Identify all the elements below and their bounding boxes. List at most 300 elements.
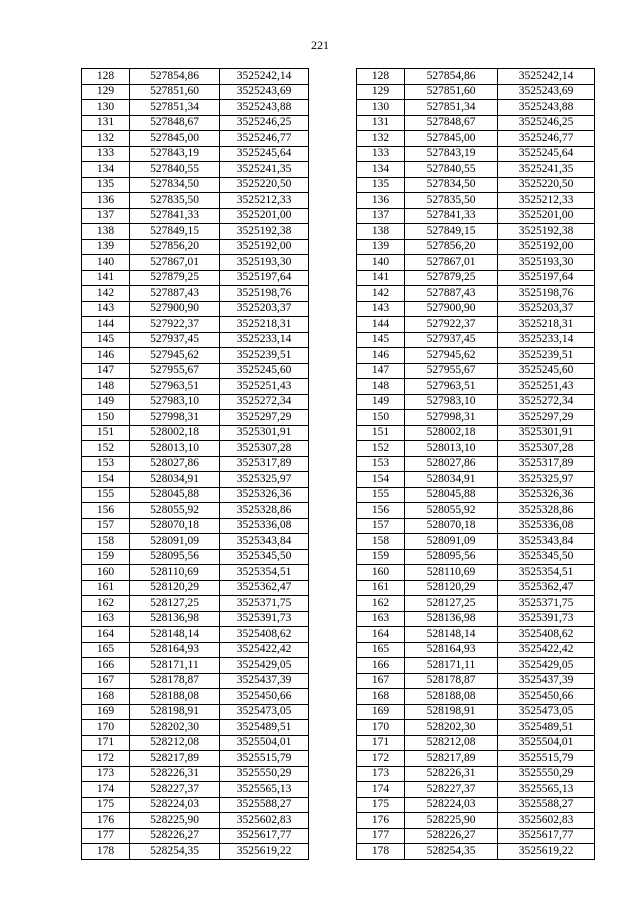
column-gap [309,69,357,85]
right-x-coordinate-cell: 528226,31 [405,766,498,782]
left-point-number-cell: 164 [82,627,130,643]
left-point-number-cell: 177 [82,828,130,844]
table-row [82,704,595,720]
left-y-coordinate-cell: 3525317,89 [220,456,309,472]
right-point-number-cell: 130 [357,100,405,116]
table-row [82,301,595,317]
left-x-coordinate-cell: 527922,37 [130,317,220,333]
right-point-number-cell: 164 [357,627,405,643]
left-point-number-cell: 132 [82,131,130,147]
left-point-number-cell: 173 [82,766,130,782]
table-row [82,239,595,255]
right-point-number-cell: 147 [357,363,405,379]
right-point-number-cell: 131 [357,115,405,131]
left-point-number-cell: 153 [82,456,130,472]
left-point-number-cell: 158 [82,534,130,550]
left-point-number-cell: 169 [82,704,130,720]
left-x-coordinate-cell: 527867,01 [130,255,220,271]
table-row [82,642,595,658]
table-row [82,193,595,209]
column-gap [309,425,357,441]
column-gap [309,84,357,100]
table-row [82,503,595,519]
column-gap [309,441,357,457]
right-y-coordinate-cell: 3525354,51 [498,565,595,581]
right-point-number-cell: 151 [357,425,405,441]
column-gap [309,782,357,798]
table-row [82,84,595,100]
table-row [82,363,595,379]
column-gap [309,813,357,829]
right-x-coordinate-cell: 528164,93 [405,642,498,658]
right-point-number-cell: 129 [357,84,405,100]
right-point-number-cell: 173 [357,766,405,782]
left-y-coordinate-cell: 3525437,39 [220,673,309,689]
table-row [82,131,595,147]
right-y-coordinate-cell: 3525326,36 [498,487,595,503]
right-y-coordinate-cell: 3525422,42 [498,642,595,658]
right-y-coordinate-cell: 3525328,86 [498,503,595,519]
left-point-number-cell: 134 [82,162,130,178]
column-gap [309,518,357,534]
right-point-number-cell: 166 [357,658,405,674]
table-row [82,487,595,503]
right-y-coordinate-cell: 3525317,89 [498,456,595,472]
table-row [82,751,595,767]
right-x-coordinate-cell: 527867,01 [405,255,498,271]
left-y-coordinate-cell: 3525243,88 [220,100,309,116]
table-row [82,332,595,348]
left-y-coordinate-cell: 3525515,79 [220,751,309,767]
table-row [82,100,595,116]
column-gap [309,317,357,333]
left-y-coordinate-cell: 3525218,31 [220,317,309,333]
column-gap [309,208,357,224]
right-point-number-cell: 128 [357,69,405,85]
right-x-coordinate-cell: 527983,10 [405,394,498,410]
left-x-coordinate-cell: 528055,92 [130,503,220,519]
left-point-number-cell: 160 [82,565,130,581]
left-x-coordinate-cell: 528225,90 [130,813,220,829]
coordinates-table [81,68,595,860]
right-x-coordinate-cell: 528224,03 [405,797,498,813]
left-x-coordinate-cell: 527845,00 [130,131,220,147]
column-gap [309,658,357,674]
column-gap [309,162,357,178]
left-x-coordinate-cell: 527841,33 [130,208,220,224]
left-x-coordinate-cell: 528217,89 [130,751,220,767]
right-x-coordinate-cell: 528013,10 [405,441,498,457]
column-gap [309,456,357,472]
table-row [82,766,595,782]
column-gap [309,146,357,162]
left-x-coordinate-cell: 528164,93 [130,642,220,658]
right-point-number-cell: 155 [357,487,405,503]
left-x-coordinate-cell: 527955,67 [130,363,220,379]
left-y-coordinate-cell: 3525602,83 [220,813,309,829]
left-y-coordinate-cell: 3525272,34 [220,394,309,410]
right-x-coordinate-cell: 528045,88 [405,487,498,503]
column-gap [309,363,357,379]
right-y-coordinate-cell: 3525233,14 [498,332,595,348]
left-point-number-cell: 174 [82,782,130,798]
left-y-coordinate-cell: 3525565,13 [220,782,309,798]
left-y-coordinate-cell: 3525198,76 [220,286,309,302]
left-x-coordinate-cell: 527851,60 [130,84,220,100]
right-x-coordinate-cell: 527856,20 [405,239,498,255]
table-row [82,115,595,131]
right-point-number-cell: 144 [357,317,405,333]
column-gap [309,379,357,395]
table-row [82,425,595,441]
table-row [82,348,595,364]
left-x-coordinate-cell: 528034,91 [130,472,220,488]
column-gap [309,239,357,255]
left-y-coordinate-cell: 3525343,84 [220,534,309,550]
left-x-coordinate-cell: 527937,45 [130,332,220,348]
column-gap [309,255,357,271]
right-x-coordinate-cell: 528034,91 [405,472,498,488]
right-point-number-cell: 156 [357,503,405,519]
right-x-coordinate-cell: 527955,67 [405,363,498,379]
left-y-coordinate-cell: 3525245,64 [220,146,309,162]
left-x-coordinate-cell: 527848,67 [130,115,220,131]
right-y-coordinate-cell: 3525193,30 [498,255,595,271]
left-y-coordinate-cell: 3525362,47 [220,580,309,596]
column-gap [309,797,357,813]
right-y-coordinate-cell: 3525362,47 [498,580,595,596]
right-point-number-cell: 158 [357,534,405,550]
column-gap [309,534,357,550]
column-gap [309,549,357,565]
right-point-number-cell: 146 [357,348,405,364]
left-y-coordinate-cell: 3525197,64 [220,270,309,286]
right-y-coordinate-cell: 3525251,43 [498,379,595,395]
right-y-coordinate-cell: 3525408,62 [498,627,595,643]
table-row [82,673,595,689]
right-y-coordinate-cell: 3525246,25 [498,115,595,131]
left-point-number-cell: 143 [82,301,130,317]
left-y-coordinate-cell: 3525212,33 [220,193,309,209]
left-point-number-cell: 144 [82,317,130,333]
right-y-coordinate-cell: 3525241,35 [498,162,595,178]
right-x-coordinate-cell: 527851,60 [405,84,498,100]
left-x-coordinate-cell: 528095,56 [130,549,220,565]
left-y-coordinate-cell: 3525473,05 [220,704,309,720]
column-gap [309,704,357,720]
column-gap [309,177,357,193]
right-y-coordinate-cell: 3525515,79 [498,751,595,767]
right-y-coordinate-cell: 3525243,88 [498,100,595,116]
right-point-number-cell: 157 [357,518,405,534]
right-x-coordinate-cell: 528027,86 [405,456,498,472]
table-row [82,286,595,302]
left-y-coordinate-cell: 3525193,30 [220,255,309,271]
left-point-number-cell: 156 [82,503,130,519]
left-y-coordinate-cell: 3525617,77 [220,828,309,844]
right-point-number-cell: 134 [357,162,405,178]
right-point-number-cell: 163 [357,611,405,627]
left-y-coordinate-cell: 3525243,69 [220,84,309,100]
column-gap [309,673,357,689]
right-point-number-cell: 133 [357,146,405,162]
right-x-coordinate-cell: 527841,33 [405,208,498,224]
left-point-number-cell: 139 [82,239,130,255]
right-point-number-cell: 152 [357,441,405,457]
left-x-coordinate-cell: 527945,62 [130,348,220,364]
left-point-number-cell: 161 [82,580,130,596]
left-point-number-cell: 145 [82,332,130,348]
right-x-coordinate-cell: 527879,25 [405,270,498,286]
right-point-number-cell: 174 [357,782,405,798]
right-y-coordinate-cell: 3525391,73 [498,611,595,627]
right-y-coordinate-cell: 3525437,39 [498,673,595,689]
table-row [82,472,595,488]
column-gap [309,487,357,503]
right-x-coordinate-cell: 528095,56 [405,549,498,565]
left-y-coordinate-cell: 3525192,00 [220,239,309,255]
left-point-number-cell: 128 [82,69,130,85]
left-x-coordinate-cell: 528202,30 [130,720,220,736]
right-y-coordinate-cell: 3525307,28 [498,441,595,457]
right-x-coordinate-cell: 527849,15 [405,224,498,240]
table-row [82,658,595,674]
left-point-number-cell: 129 [82,84,130,100]
left-y-coordinate-cell: 3525297,29 [220,410,309,426]
table-row [82,456,595,472]
table-row [82,797,595,813]
column-gap [309,828,357,844]
right-point-number-cell: 162 [357,596,405,612]
left-x-coordinate-cell: 527849,15 [130,224,220,240]
left-x-coordinate-cell: 527854,86 [130,69,220,85]
left-point-number-cell: 168 [82,689,130,705]
right-y-coordinate-cell: 3525489,51 [498,720,595,736]
left-y-coordinate-cell: 3525233,14 [220,332,309,348]
left-point-number-cell: 167 [82,673,130,689]
left-y-coordinate-cell: 3525408,62 [220,627,309,643]
right-point-number-cell: 142 [357,286,405,302]
left-point-number-cell: 178 [82,844,130,860]
left-y-coordinate-cell: 3525246,25 [220,115,309,131]
right-x-coordinate-cell: 527843,19 [405,146,498,162]
left-x-coordinate-cell: 527840,55 [130,162,220,178]
left-point-number-cell: 152 [82,441,130,457]
column-gap [309,766,357,782]
right-point-number-cell: 135 [357,177,405,193]
right-y-coordinate-cell: 3525343,84 [498,534,595,550]
right-point-number-cell: 141 [357,270,405,286]
right-y-coordinate-cell: 3525192,38 [498,224,595,240]
right-x-coordinate-cell: 527887,43 [405,286,498,302]
right-x-coordinate-cell: 527835,50 [405,193,498,209]
left-y-coordinate-cell: 3525450,66 [220,689,309,705]
right-x-coordinate-cell: 528091,09 [405,534,498,550]
table-row [82,534,595,550]
table-row [82,565,595,581]
left-y-coordinate-cell: 3525371,75 [220,596,309,612]
left-x-coordinate-cell: 528070,18 [130,518,220,534]
left-point-number-cell: 141 [82,270,130,286]
left-y-coordinate-cell: 3525422,42 [220,642,309,658]
right-y-coordinate-cell: 3525245,60 [498,363,595,379]
column-gap [309,100,357,116]
right-x-coordinate-cell: 528227,37 [405,782,498,798]
right-x-coordinate-cell: 528127,25 [405,596,498,612]
right-x-coordinate-cell: 527840,55 [405,162,498,178]
right-point-number-cell: 175 [357,797,405,813]
table-row [82,720,595,736]
right-y-coordinate-cell: 3525218,31 [498,317,595,333]
column-gap [309,503,357,519]
table-row [82,782,595,798]
right-point-number-cell: 170 [357,720,405,736]
right-y-coordinate-cell: 3525242,14 [498,69,595,85]
table-row [82,627,595,643]
right-x-coordinate-cell: 527834,50 [405,177,498,193]
table-row [82,177,595,193]
left-point-number-cell: 142 [82,286,130,302]
page-number: 221 [311,38,329,52]
right-y-coordinate-cell: 3525220,50 [498,177,595,193]
right-y-coordinate-cell: 3525450,66 [498,689,595,705]
table-row [82,410,595,426]
right-point-number-cell: 136 [357,193,405,209]
left-x-coordinate-cell: 528091,09 [130,534,220,550]
left-point-number-cell: 170 [82,720,130,736]
left-y-coordinate-cell: 3525307,28 [220,441,309,457]
right-x-coordinate-cell: 527963,51 [405,379,498,395]
left-y-coordinate-cell: 3525203,37 [220,301,309,317]
right-point-number-cell: 160 [357,565,405,581]
right-point-number-cell: 172 [357,751,405,767]
right-y-coordinate-cell: 3525345,50 [498,549,595,565]
table-row [82,828,595,844]
left-x-coordinate-cell: 528110,69 [130,565,220,581]
left-y-coordinate-cell: 3525242,14 [220,69,309,85]
column-gap [309,286,357,302]
coordinates-table-body [82,69,595,860]
left-point-number-cell: 159 [82,549,130,565]
column-gap [309,301,357,317]
left-point-number-cell: 157 [82,518,130,534]
right-x-coordinate-cell: 528188,08 [405,689,498,705]
right-point-number-cell: 153 [357,456,405,472]
right-x-coordinate-cell: 528254,35 [405,844,498,860]
right-y-coordinate-cell: 3525203,37 [498,301,595,317]
right-point-number-cell: 159 [357,549,405,565]
column-gap [309,627,357,643]
left-y-coordinate-cell: 3525504,01 [220,735,309,751]
left-x-coordinate-cell: 527856,20 [130,239,220,255]
right-x-coordinate-cell: 527848,67 [405,115,498,131]
right-y-coordinate-cell: 3525297,29 [498,410,595,426]
right-x-coordinate-cell: 528002,18 [405,425,498,441]
table-row [82,146,595,162]
right-x-coordinate-cell: 528178,87 [405,673,498,689]
right-y-coordinate-cell: 3525504,01 [498,735,595,751]
left-x-coordinate-cell: 528127,25 [130,596,220,612]
right-x-coordinate-cell: 527854,86 [405,69,498,85]
right-y-coordinate-cell: 3525325,97 [498,472,595,488]
table-row [82,224,595,240]
left-x-coordinate-cell: 527835,50 [130,193,220,209]
left-y-coordinate-cell: 3525354,51 [220,565,309,581]
table-row [82,813,595,829]
left-point-number-cell: 151 [82,425,130,441]
right-point-number-cell: 171 [357,735,405,751]
left-y-coordinate-cell: 3525588,27 [220,797,309,813]
left-x-coordinate-cell: 528045,88 [130,487,220,503]
left-y-coordinate-cell: 3525251,43 [220,379,309,395]
right-y-coordinate-cell: 3525192,00 [498,239,595,255]
left-y-coordinate-cell: 3525550,29 [220,766,309,782]
right-x-coordinate-cell: 528212,08 [405,735,498,751]
column-gap [309,224,357,240]
right-y-coordinate-cell: 3525336,08 [498,518,595,534]
right-x-coordinate-cell: 527845,00 [405,131,498,147]
right-point-number-cell: 132 [357,131,405,147]
left-point-number-cell: 133 [82,146,130,162]
table-row [82,208,595,224]
column-gap [309,596,357,612]
column-gap [309,611,357,627]
right-x-coordinate-cell: 528120,29 [405,580,498,596]
right-point-number-cell: 165 [357,642,405,658]
right-point-number-cell: 150 [357,410,405,426]
right-y-coordinate-cell: 3525272,34 [498,394,595,410]
table-row [82,596,595,612]
right-y-coordinate-cell: 3525550,29 [498,766,595,782]
table-row [82,255,595,271]
left-x-coordinate-cell: 527879,25 [130,270,220,286]
left-point-number-cell: 165 [82,642,130,658]
left-point-number-cell: 130 [82,100,130,116]
table-row [82,518,595,534]
column-gap [309,689,357,705]
table-row [82,735,595,751]
right-y-coordinate-cell: 3525198,76 [498,286,595,302]
right-y-coordinate-cell: 3525602,83 [498,813,595,829]
left-y-coordinate-cell: 3525345,50 [220,549,309,565]
left-x-coordinate-cell: 528171,11 [130,658,220,674]
left-y-coordinate-cell: 3525328,86 [220,503,309,519]
column-gap [309,115,357,131]
right-x-coordinate-cell: 528055,92 [405,503,498,519]
right-point-number-cell: 178 [357,844,405,860]
left-point-number-cell: 140 [82,255,130,271]
right-x-coordinate-cell: 528198,91 [405,704,498,720]
right-y-coordinate-cell: 3525243,69 [498,84,595,100]
left-point-number-cell: 138 [82,224,130,240]
left-y-coordinate-cell: 3525619,22 [220,844,309,860]
table-row [82,580,595,596]
left-y-coordinate-cell: 3525336,08 [220,518,309,534]
left-y-coordinate-cell: 3525245,60 [220,363,309,379]
column-gap [309,410,357,426]
column-gap [309,270,357,286]
left-point-number-cell: 162 [82,596,130,612]
right-y-coordinate-cell: 3525197,64 [498,270,595,286]
left-y-coordinate-cell: 3525201,00 [220,208,309,224]
left-point-number-cell: 155 [82,487,130,503]
left-y-coordinate-cell: 3525489,51 [220,720,309,736]
left-point-number-cell: 171 [82,735,130,751]
left-x-coordinate-cell: 527900,90 [130,301,220,317]
right-x-coordinate-cell: 528070,18 [405,518,498,534]
table-row [82,441,595,457]
left-x-coordinate-cell: 528224,03 [130,797,220,813]
